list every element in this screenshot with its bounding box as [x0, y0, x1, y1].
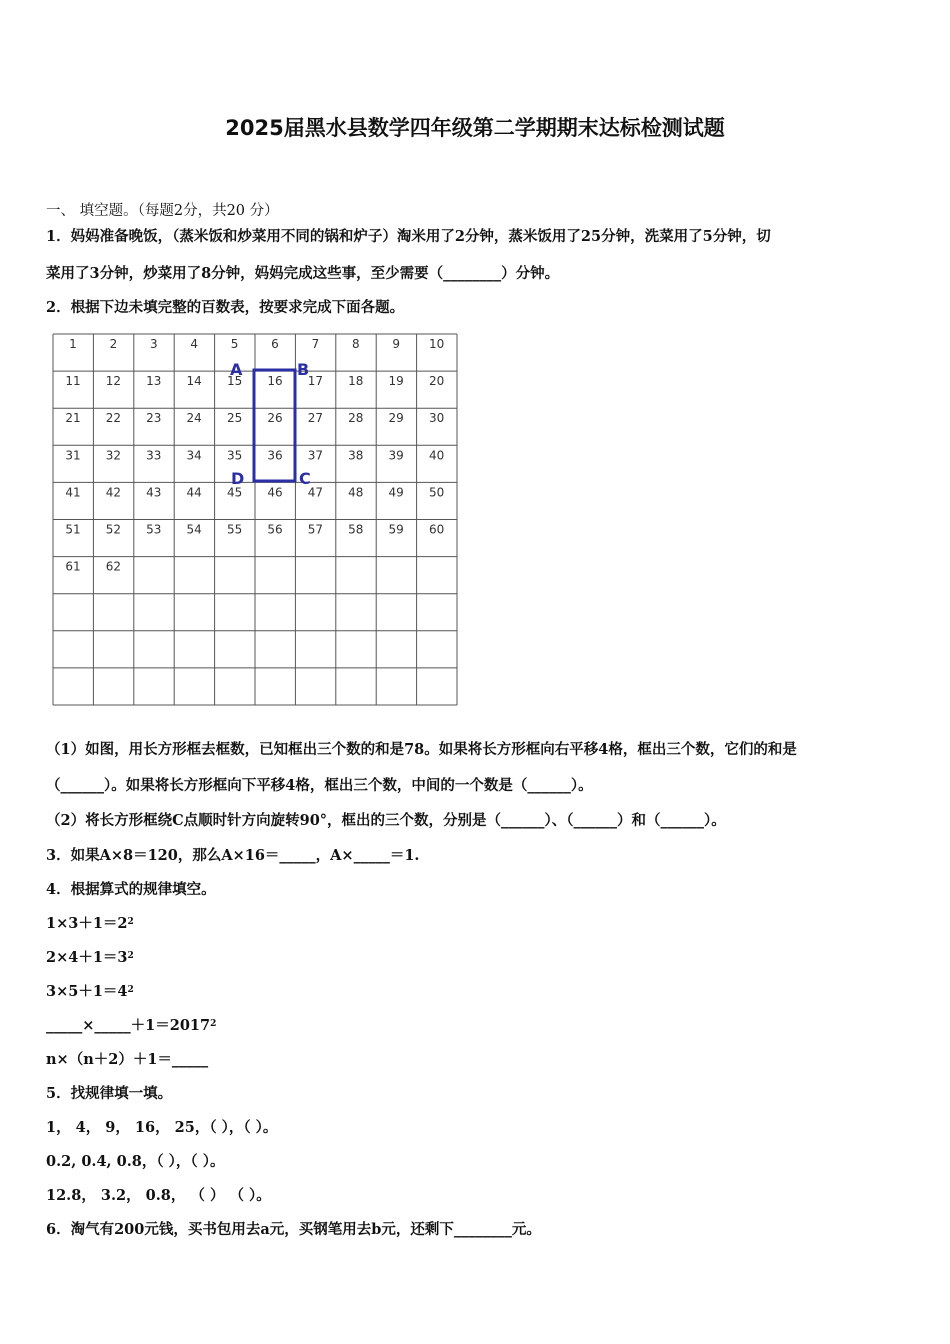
- grid-cell-number: 60: [428, 522, 445, 537]
- grid-cell-number: 22: [105, 411, 122, 426]
- grid-cell-number: 19: [388, 374, 404, 389]
- page-title: 2025届黑水县数学四年级第二学期期末达标检测试题: [225, 116, 725, 140]
- grid-cell-number: 35: [226, 448, 243, 463]
- grid-cell-number: 6: [271, 337, 279, 351]
- grid-cell-number: 28: [348, 411, 364, 426]
- question-4-intro: 4．根据算式的规律填空。: [46, 881, 216, 898]
- grid-cell-number: 38: [348, 448, 364, 463]
- hundred-chart: [52, 333, 462, 707]
- grid-cell-number: 41: [65, 485, 81, 500]
- grid-cell-number: 51: [65, 522, 81, 537]
- grid-cell-number: 48: [348, 485, 364, 500]
- grid-cell-number: 37: [307, 448, 324, 463]
- question-4-eq3: $3\times 5+1=4^2$: [46, 983, 134, 1000]
- grid-cell-number: 12: [105, 374, 122, 389]
- grid-cell-number: 52: [105, 522, 122, 537]
- grid-cell-number: 43: [146, 485, 162, 500]
- grid-cell-number: 46: [267, 485, 283, 500]
- grid-cell-number: 59: [388, 522, 404, 537]
- question-5-seq-2: 0.2, 0.4, 0.8，（ ），（ ）。: [46, 1153, 225, 1170]
- grid-cell-number: 13: [146, 374, 162, 389]
- question-6: 6．淘气有200元钱，买书包用去a元，买钢笔用去b元，还剩下________元。: [46, 1221, 541, 1238]
- grid-cell-number: 54: [186, 522, 202, 537]
- grid-cell-number: 53: [146, 522, 162, 537]
- grid-cell-number: 9: [392, 337, 401, 351]
- frame-label-d: D: [231, 469, 245, 488]
- grid-cell-number: 24: [186, 411, 202, 426]
- grid-cell-number: 50: [428, 485, 445, 500]
- grid-cell-number: 39: [388, 448, 404, 463]
- grid-cell-number: 29: [388, 411, 404, 426]
- question-5-seq-3: 12.8， 3.2， 0.8， （ ） （ ）。: [46, 1187, 271, 1204]
- question-5-intro: 5．找规律填一填。: [46, 1085, 173, 1102]
- grid-cell-number: 34: [186, 448, 202, 463]
- grid-cell-number: 2: [109, 337, 118, 351]
- question-4-eq5: n×（n＋2）＋1＝_____: [46, 1051, 209, 1068]
- grid-cell-number: 33: [146, 448, 162, 463]
- question-2-sub1-line-2: （______）。如果将长方形框向下平移4格，框出三个数，中间的一个数是（______）。: [46, 777, 593, 794]
- grid-cell-number: 15: [226, 374, 243, 389]
- grid-cell-number: 47: [307, 485, 324, 500]
- grid-cell-number: 21: [65, 411, 81, 426]
- grid-cell-number: 31: [65, 448, 81, 463]
- grid-cell-number: 4: [190, 337, 199, 351]
- grid-cell-number: 1: [69, 337, 77, 351]
- frame-label-a: A: [230, 360, 243, 379]
- grid-cell-number: 27: [307, 411, 324, 426]
- grid-cell-number: 23: [146, 411, 162, 426]
- frame-label-c: C: [299, 469, 311, 488]
- grid-cell-number: 58: [348, 522, 364, 537]
- grid-cell-number: 45: [226, 485, 243, 500]
- grid-cell-number: 17: [307, 374, 324, 389]
- grid-cell-number: 42: [105, 485, 122, 500]
- grid-cell-number: 57: [307, 522, 324, 537]
- grid-cell-number: 5: [230, 337, 239, 351]
- frame-label-b: B: [297, 360, 310, 379]
- grid-cell-number: 14: [186, 374, 202, 389]
- grid-cell-number: 25: [226, 411, 243, 426]
- grid-cell-number: 49: [388, 485, 404, 500]
- question-2-intro: 2．根据下边未填完整的百数表，按要求完成下面各题。: [46, 299, 405, 316]
- question-4-eq2: $2\times 4+1=3^2$: [46, 949, 134, 966]
- question-2-sub1-line-1: （1）如图，用长方形框去框数，已知框出三个数的和是78。如果将长方形框向右平移4格，框出三个数，它们的和是: [46, 741, 797, 758]
- grid-cell-number: 36: [267, 448, 283, 463]
- grid-cell-number: 61: [65, 559, 81, 574]
- question-1-line-1: 1．妈妈准备晚饭，（蒸米饭和炒菜用不同的锅和炉子）淘米用了2分钟，蒸米饭用了25分钟，洗菜用了5分钟，切: [46, 228, 771, 245]
- grid-cell-number: 56: [267, 522, 283, 537]
- grid-cell-number: 62: [105, 559, 122, 574]
- grid-cell-number: 16: [267, 374, 283, 389]
- question-1-line-2: 菜用了3分钟，炒菜用了8分钟，妈妈完成这些事，至少需要（________）分钟。: [46, 265, 560, 282]
- grid-cell-number: 55: [226, 522, 243, 537]
- question-4-eq4: $\_\_\_\_\_\times\_\_\_\_\_+1=2017^2$: [46, 1017, 217, 1034]
- grid-cell-number: 40: [428, 448, 445, 463]
- grid-cell-number: 3: [149, 337, 158, 351]
- grid-cell-number: 44: [186, 485, 202, 500]
- grid-cell-number: 20: [428, 374, 445, 389]
- question-2-sub2: （2）将长方形框绕C点顺时针方向旋转90°，框出的三个数，分别是（______）、（______）和（______）。: [46, 812, 726, 829]
- grid-cell-number: 10: [428, 337, 445, 351]
- grid-cell-number: 7: [311, 337, 320, 351]
- grid-cell-number: 30: [428, 411, 445, 426]
- section-heading: 一、 填空题。（每题2分，共20 分）: [46, 203, 279, 219]
- question-5-seq-1: 1， 4， 9， 16， 25，（ ），（ ）。: [46, 1119, 278, 1136]
- question-3: 3．如果A×8＝120，那么A×16＝_____，A×_____＝1.: [46, 847, 420, 864]
- grid-cell-number: 32: [105, 448, 122, 463]
- grid-cell-number: 8: [351, 337, 360, 351]
- grid-cell-number: 26: [267, 411, 283, 426]
- question-4-eq1: $1\times 3+1=2^2$: [46, 915, 134, 932]
- grid-cell-number: 11: [65, 374, 81, 389]
- grid-cell-number: 18: [348, 374, 364, 389]
